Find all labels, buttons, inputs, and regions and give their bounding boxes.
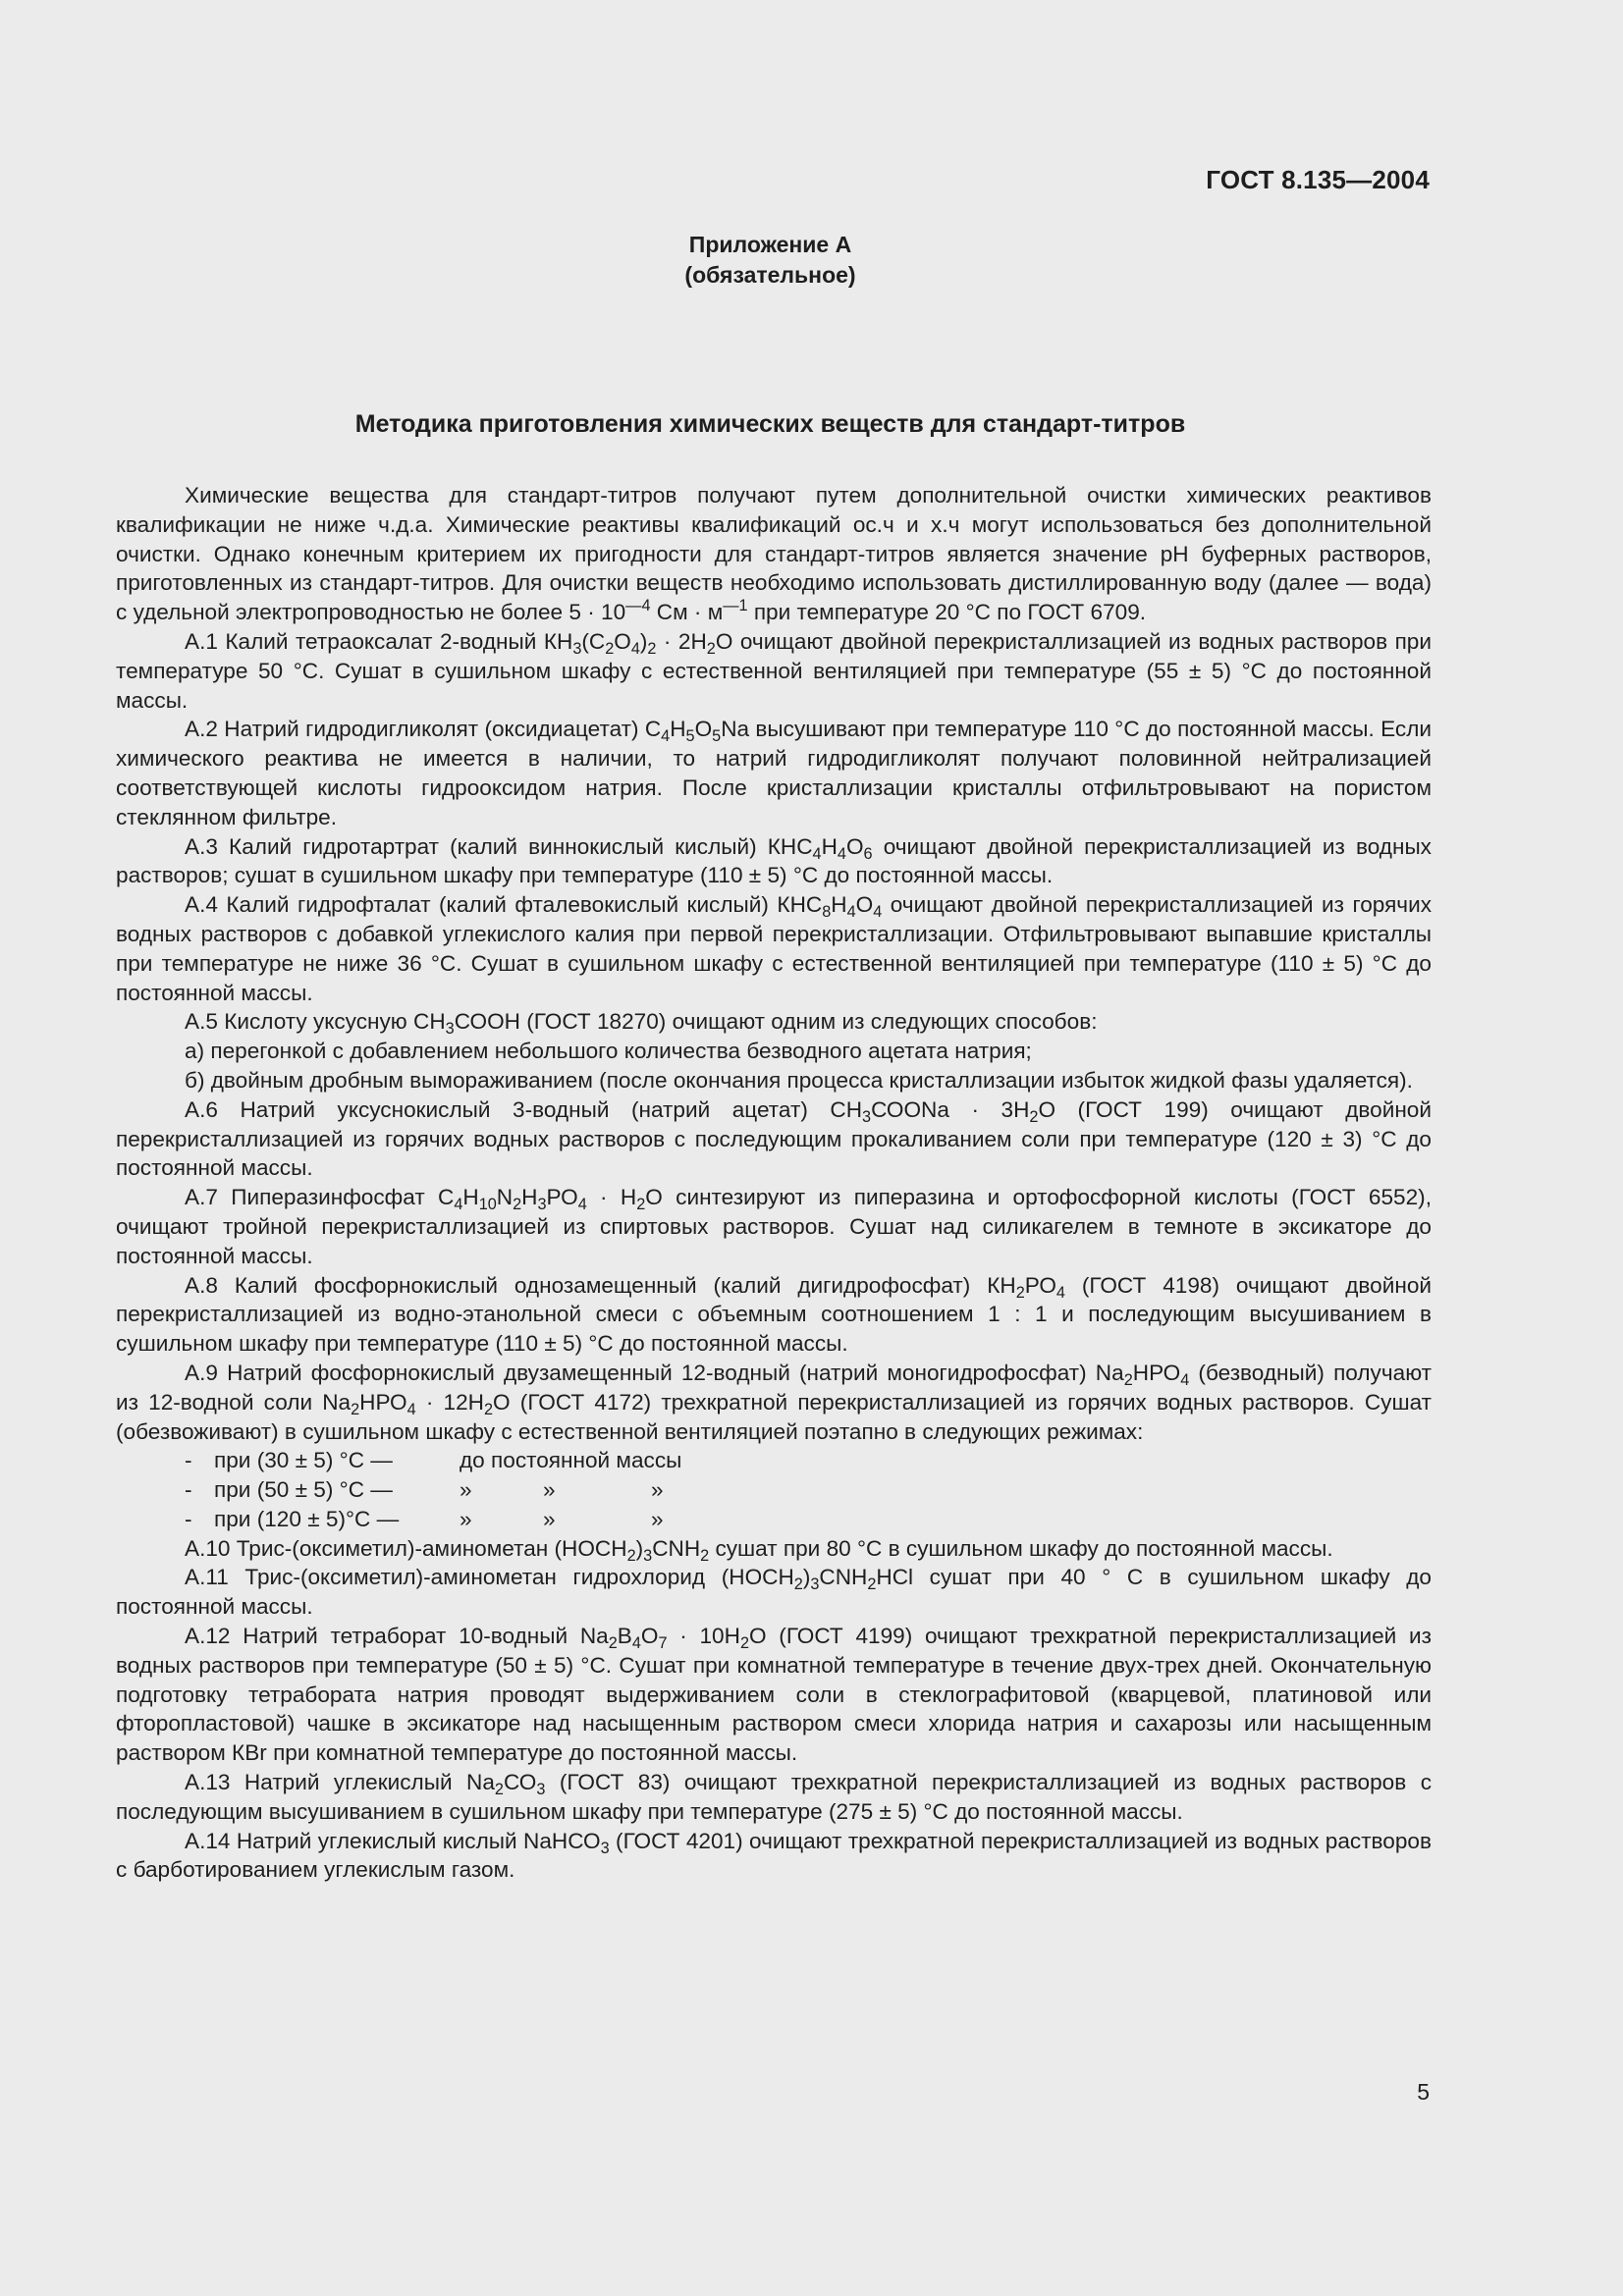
paragraph-a1: А.1 Калий тетраоксалат 2-водный $КН_3(С_2О_4)_2 \cdot 2Н_2О$ очищают двойной перекристаллизацией из водных растворов при температуре 50 °С. Сушат в сушильном шкафу с естественной вентиляцией при температуре (55 ± 5) °С до постоянной массы. xyxy=(116,628,1432,713)
paragraph-a6: А.6 Натрий уксуснокислый 3-водный (натрий ацетат) $СН_3СООNa \cdot 3Н_2О$ (ГОСТ 199) очищают двойной перекристаллизацией из горячих водных растворов с последующим прокаливанием соли при температуре (120 ± 3) °С до постоянной массы. xyxy=(116,1096,1432,1181)
paragraph-a7: А.7 Пиперазинфосфат $С_4Н_{10}N_2Н_3РО_4 \cdot Н_2О$ синтезируют из пиперазина и ортофосфорной кислоты (ГОСТ 6552), очищают тройной перекристаллизацией из спиртовых растворов. Сушат над силикагелем в темноте в эксикаторе до постоянной массы. xyxy=(116,1185,1432,1268)
paragraph-a14: А.14 Натрий углекислый кислый NaНСО$_3$ (ГОСТ 4201) очищают трехкратной перекристаллизацией из водных растворов с барботированием углекислым газом. xyxy=(116,1828,1433,1883)
paragraph-a2: А.2 Натрий гидродигликолят (оксидиацетат) $С_4Н_5О_5Na$ высушивают при температуре 110 °С до постоянной массы. Если химического реактива не имеется в наличии, то натрий гидродигликолят получают половинной нейтрализацией соответствующей кислоты гидрооксидом натрия. После кристаллизации кристаллы отфильтровывают на пористом стеклянном фильтре. xyxy=(116,717,1433,829)
paragraph-a8: А.8 Калий фосфорнокислый однозамещенный (калий дигидрофосфат) $КН_2РО_4$ (ГОСТ 4198) очищают двойной перекристаллизацией из водно-этанольной смеси с объемным соотношением 1 : 1 и последующим высушиванием в сушильном шкафу при температуре (110 ± 5) °С до постоянной массы. xyxy=(116,1272,1432,1357)
paragraph-a10: А.10 Трис-(оксиметил)-аминометан $(НОСН_2)_3СNН_2$ сушат при 80 °С в сушильном шкафу до постоянной массы. xyxy=(185,1535,1333,1565)
drying-mode-3: - при (120 ± 5)°С — » » » xyxy=(185,1506,664,1531)
document-body xyxy=(116,481,1432,1885)
paragraph-a9: А.9 Натрий фосфорнокислый двузамещенный 12-водный (натрий моногидрофосфат) $Na_2НРО_4$ (безводный) получают из 12-водной соли $Na_2НРО_4 \cdot 12Н_2О$ (ГОСТ 4172) трехкратной перекристаллизацией из горячих водных растворов. Сушат (обезвоживают) в сушильном шкафу с естественной вентиляцией поэтапно в следующих режимах: xyxy=(116,1360,1432,1444)
paragraph-a5-item-a: а) перегонкой с добавлением небольшого количества безводного ацетата натрия; xyxy=(185,1039,1032,1064)
appendix-label: Приложение А xyxy=(688,232,852,257)
drying-mode-1: - при (30 ± 5) °С — до постоянной массы xyxy=(185,1448,682,1473)
paragraph-a11: А.11 Трис-(оксиметил)-аминометан гидрохлорид $(НОСН_2)_3СNН_2НСl$ сушат при 40 ° С в сушильном шкафу до постоянной массы. xyxy=(116,1565,1432,1620)
paragraph-a12: А.12 Натрий тетраборат 10-водный $Na_2В_4О_7 \cdot 10Н_2О$ (ГОСТ 4199) очищают трехкратной перекристаллизацией из водных растворов при температуре (50 ± 5) °С. Сушат при комнатной температуре в течение двух-трех дней. Окончательную подготовку тетрабората натрия проводят выдерживанием соли в стеклографитовой (кварцевой, платиновой или фторопластовой) чашке в эксикаторе над насыщенным раствором смеси хлорида натрия и сахарозы или насыщенным раствором КВr при комнатной температуре до постоянной массы. xyxy=(116,1624,1432,1766)
paragraph-a5-item-b: б) двойным дробным вымораживанием (после окончания процесса кристаллизации избыток жидкой фазы удаляется). xyxy=(185,1067,1413,1093)
paragraph-a3: А.3 Калий гидротартрат (калий виннокислый кислый) $КНС_4Н_4О_6$ очищают двойной перекристаллизацией из водных растворов; сушат в сушильном шкафу при температуре (110 ± 5) °С до постоянной массы. xyxy=(116,833,1432,888)
appendix-status: (обязательное) xyxy=(684,262,856,288)
appendix-heading xyxy=(0,230,1623,291)
paragraph-a5: А.5 Кислоту уксусную $СН_3СООН$ (ГОСТ 18270) очищают одним из следующих способов: xyxy=(185,1009,1098,1039)
section-title: Методика приготовления химических веществ для стандарт-титров xyxy=(354,410,1186,438)
page-number: 5 xyxy=(1417,2079,1430,2105)
paragraph-a13: А.13 Натрий углекислый $Na_2СО_3$ (ГОСТ 83) очищают трехкратной перекристаллизацией из водных растворов с последующим высушиванием в сушильном шкафу при температуре (275 ± 5) °С до постоянной массы. xyxy=(116,1770,1432,1824)
intro-paragraph: Химические вещества для стандарт-титров получают путем дополнительной очистки химических реактивов квалификации не ниже ч.д.а. Химические реактивы квалификаций ос.ч и х.ч могут использоваться без дополнительной очистки. Однако конечным критерием их пригодности для стандарт-титров является значение pH буферных растворов, приготовленных из стандарт-титров. Для очистки веществ необходимо использовать дистиллированную воду (далее — вода) с удельной электропроводностью не более $5 \cdot 10^{—4}$ См · $м^{—1}$ при температуре 20 °С по ГОСТ 6709. xyxy=(116,483,1432,625)
paragraph-a4: А.4 Калий гидрофталат (калий фталевокислый кислый) $КНС_8Н_4О_4$ очищают двойной перекристаллизацией из горячих водных растворов с добавкой углекислого калия при первой перекристаллизации. Отфильтровывают выпавшие кристаллы при температуре не ниже 36 °С. Сушат в сушильном шкафу с естественной вентиляцией при температуре (110 ± 5) °С до постоянной массы. xyxy=(116,892,1432,1005)
document-code: ГОСТ 8.135—2004 xyxy=(1206,165,1430,194)
drying-mode-2: - при (50 ± 5) °С — » » » xyxy=(185,1477,664,1503)
